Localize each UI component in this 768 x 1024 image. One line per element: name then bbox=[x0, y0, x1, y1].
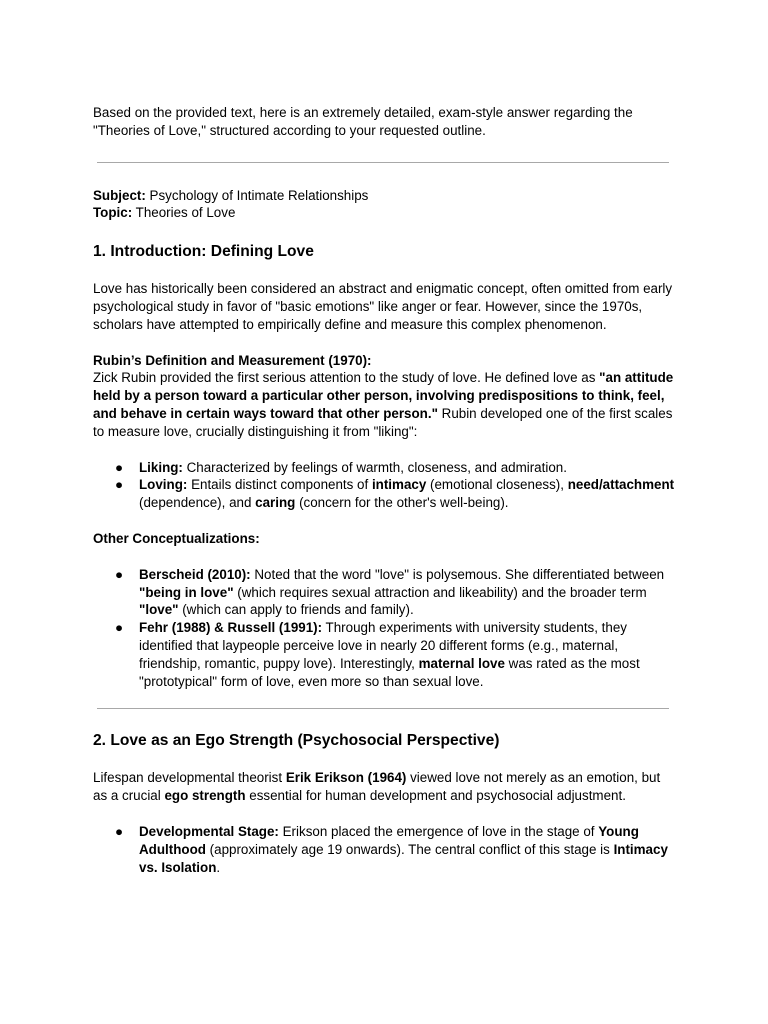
section2-text: viewed love not merely as an emotion, but as a crucial bbox=[93, 770, 661, 804]
list-item-text: (approximately age 19 onwards). The central conflict of this stage is bbox=[205, 841, 614, 857]
list-item-loving bbox=[93, 476, 678, 512]
list-item-bold: need/attachment bbox=[567, 477, 675, 493]
document-content bbox=[93, 104, 678, 894]
list-item-bold: "being in love" bbox=[139, 584, 234, 600]
section2-text: essential for human development and psychosocial adjustment. bbox=[245, 788, 626, 804]
subject-line bbox=[93, 187, 678, 205]
section2-list bbox=[93, 823, 678, 876]
list-item-bold: intimacy bbox=[371, 477, 427, 493]
list-item-term: Fehr (1988) & Russell (1991): bbox=[139, 620, 323, 636]
list-item-term: Berscheid (2010): bbox=[139, 566, 251, 582]
list-item-developmental-stage bbox=[93, 823, 678, 876]
list-item-text: . bbox=[216, 859, 221, 875]
bullet-icon: ● bbox=[115, 477, 124, 493]
section2-text: Lifespan developmental theorist bbox=[93, 770, 286, 786]
other-conceptualizations-heading: Other Conceptualizations: bbox=[93, 530, 260, 546]
section1-paragraph: Love has historically been considered an abstract and enigmatic concept, often omitted from early psychological study in favor of "basic emotions" like anger or fear. However, since the 1970s, scholars have attempted to empirically define and measure this complex phenomenon. bbox=[93, 281, 673, 332]
list-item-bold: caring bbox=[255, 495, 296, 511]
rubin-text-2: Rubin developed one of the first scales to measure love, crucially distinguishing it from "liking": bbox=[93, 405, 673, 439]
bullet-icon: ● bbox=[115, 459, 124, 475]
document-meta bbox=[93, 187, 678, 223]
intro-paragraph: Based on the provided text, here is an extremely detailed, exam-style answer regarding the "Theories of Love," structured according to your requested outline. bbox=[93, 105, 633, 138]
list-item-bold: "love" bbox=[139, 602, 179, 618]
section2-heading: 2. Love as an Ego Strength (Psychosocial Perspective) bbox=[93, 732, 500, 750]
list-item-term: Loving: bbox=[139, 477, 188, 493]
subject-label: Subject: bbox=[93, 187, 146, 203]
horizontal-rule bbox=[97, 162, 669, 163]
topic-line bbox=[93, 204, 678, 222]
section2-bold: Erik Erikson (1964) bbox=[285, 770, 407, 786]
horizontal-rule bbox=[97, 708, 669, 709]
section1-heading: 1. Introduction: Defining Love bbox=[93, 243, 314, 261]
list-item-fehr-russell bbox=[93, 619, 678, 690]
list-item-text: (concern for the other's well-being). bbox=[295, 495, 509, 511]
list-item-text: (emotional closeness), bbox=[426, 477, 568, 493]
bullet-icon: ● bbox=[115, 823, 124, 839]
rubin-quote: "an attitude held by a person toward a particular other person, involving predispositions to think, feel, and behave in certain ways toward that other person." bbox=[93, 370, 674, 421]
list-item-text: Through experiments with university students, they identified that laypeople perceive love in nearly 20 different forms (e.g., maternal, friendship, romantic, puppy love). Interestingly, bbox=[139, 620, 627, 671]
list-item-text: Entails distinct components of bbox=[187, 477, 372, 493]
list-item-bold: Intimacy vs. Isolation bbox=[139, 841, 668, 875]
list-item-term: Liking: bbox=[139, 459, 183, 475]
bullet-icon: ● bbox=[115, 566, 124, 582]
list-item-text: (which can apply to friends and family). bbox=[178, 602, 414, 618]
rubin-paragraph bbox=[93, 352, 678, 441]
list-item-text: Noted that the word "love" is polysemous. She differentiated between bbox=[250, 566, 665, 582]
rubin-heading: Rubin’s Definition and Measurement (1970): bbox=[93, 352, 372, 368]
topic-label: Topic: bbox=[93, 205, 133, 221]
subject-value: Psychology of Intimate Relationships bbox=[145, 187, 369, 203]
list-item-term: Developmental Stage: bbox=[139, 823, 279, 839]
bullet-icon: ● bbox=[115, 620, 124, 636]
rubin-text-1: Zick Rubin provided the first serious attention to the study of love. He defined love as bbox=[93, 370, 600, 386]
list-item-text: (dependence), and bbox=[139, 495, 256, 511]
list-item-liking bbox=[93, 459, 678, 477]
list-item-bold: Young Adulthood bbox=[139, 823, 639, 857]
list-item-text: (which requires sexual attraction and likeability) and the broader term bbox=[233, 584, 647, 600]
other-list bbox=[93, 566, 678, 691]
rubin-list bbox=[93, 459, 678, 512]
section2-paragraph bbox=[93, 769, 678, 805]
list-item-text: Erikson placed the emergence of love in the stage of bbox=[278, 823, 599, 839]
topic-value: Theories of Love bbox=[132, 205, 236, 221]
list-item-text: was rated as the most "prototypical" form of love, even more so than sexual love. bbox=[139, 655, 640, 689]
list-item-berscheid bbox=[93, 566, 678, 619]
list-item-text: Characterized by feelings of warmth, closeness, and admiration. bbox=[182, 459, 567, 475]
section2-bold: ego strength bbox=[164, 788, 246, 804]
list-item-bold: maternal love bbox=[418, 655, 505, 671]
